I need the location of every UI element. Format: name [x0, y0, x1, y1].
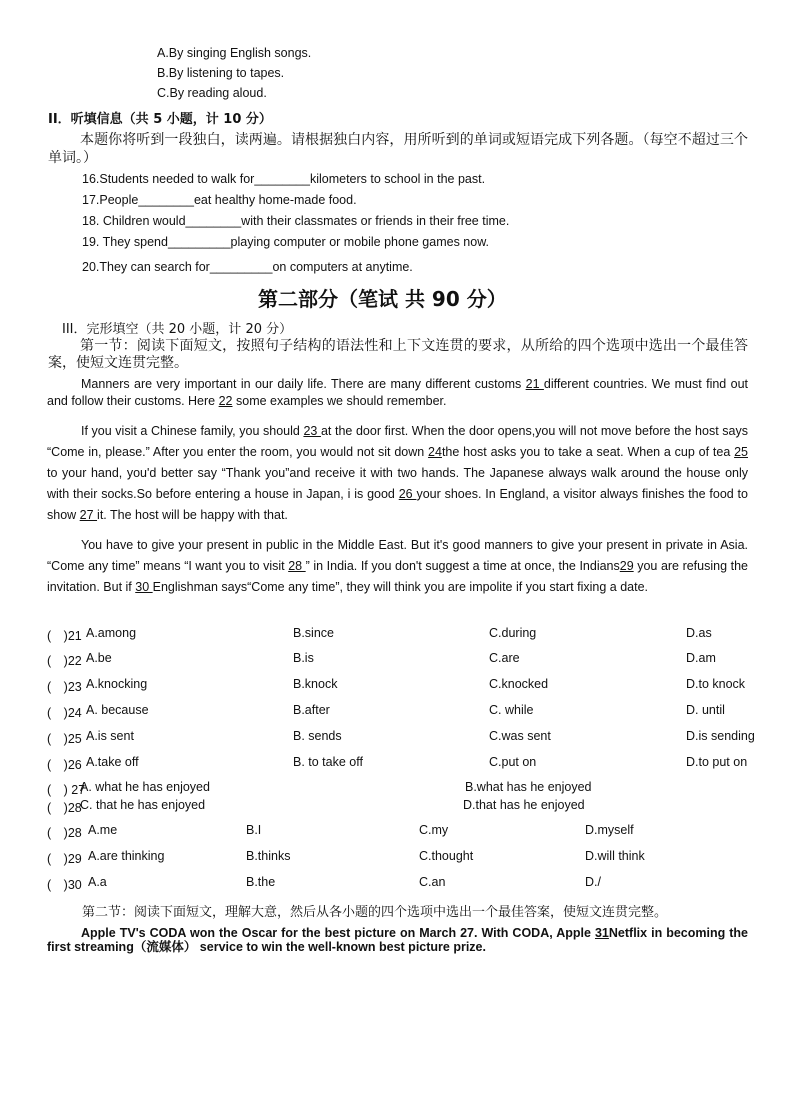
cloze-blank: 29	[619, 559, 634, 573]
cloze-blank: 23	[303, 424, 321, 438]
question-number: ( )21	[47, 629, 82, 643]
fill-in-suffix: on computers at anytime.	[272, 260, 413, 274]
cloze-blank: 26	[398, 487, 417, 501]
passage-text: it. The host will be happy with that.	[97, 508, 288, 522]
section-2-instruction: 本题你将听到一段独白，读两遍。请根据独白内容，用所听到的单词或短语完成下列各题。（每空不超过三个单词。）	[48, 132, 748, 166]
choice-option-d[interactable]: D.will think	[585, 849, 645, 863]
choice-option-c[interactable]: C. while	[489, 703, 534, 717]
part-2-title: 第二部分（笔试 共 90 分）	[258, 287, 507, 311]
passage-paragraph-4	[47, 926, 748, 954]
choice-option-b[interactable]: B.is	[293, 651, 314, 665]
choice-option-a[interactable]: A.is sent	[86, 729, 134, 743]
fill-in-item	[82, 172, 485, 186]
choice-option-d[interactable]: D.to knock	[686, 677, 746, 691]
question-number: ( )25	[47, 732, 82, 746]
q27-option-a: A. what he has enjoyed	[80, 780, 210, 794]
listening-option-b: B.By listening to tapes.	[157, 66, 285, 80]
listening-option-a: A.By singing English songs.	[157, 46, 312, 60]
fill-in-suffix: with their classmates or friends in their free time.	[241, 214, 510, 228]
section-2-title: II．听填信息（共 5 小题，计 10 分）	[48, 112, 272, 127]
fill-in-blank[interactable]: ________	[254, 172, 310, 186]
question-number: ( )30	[47, 878, 82, 892]
choice-option-a[interactable]: A.a	[88, 875, 107, 889]
fill-in-blank[interactable]: _________	[209, 260, 273, 274]
section-b-instruction: 第二节：阅读下面短文，理解大意，然后从各小题的四个选项中选出一个最佳答案，使短文连贯完整。	[82, 905, 668, 920]
passage-text: at the door first. When the door opens,you will not move before the host says “Come in, please.” After you enter the room, you would not sit down	[47, 424, 748, 459]
fill-in-prompt: 19. They spend	[82, 235, 168, 249]
passage-text: to your hand, you'd better say “Thank you”and receive it with two hands. The Japanese always walk around the house only with their socks.So before entering a house in Japan, i is good	[47, 466, 748, 501]
q27-option-b: B.what has he enjoyed	[465, 780, 592, 794]
fill-in-prompt: 18. Children would	[82, 214, 186, 228]
fill-in-item	[82, 235, 489, 249]
passage-text: Manners are very important in our daily life. There are many different customs	[81, 377, 526, 391]
choice-option-b[interactable]: B.the	[246, 875, 276, 889]
cloze-blank: 22	[218, 394, 233, 408]
choice-option-b[interactable]: B.since	[293, 626, 334, 640]
choice-option-d[interactable]: D.as	[686, 626, 712, 640]
cloze-blank: 24	[428, 445, 442, 459]
section-3-title: III．完形填空（共 20 小题，计 20 分）	[62, 322, 293, 337]
choice-option-d[interactable]: D.am	[686, 651, 716, 665]
choice-option-b[interactable]: B. to take off	[293, 755, 363, 769]
passage-text: your shoes. In England, a visitor always finishes the food to show	[47, 487, 748, 522]
passage-paragraph-3	[47, 535, 748, 598]
fill-in-blank[interactable]: _________	[167, 235, 231, 249]
choice-option-d[interactable]: D./	[585, 875, 601, 889]
choice-option-c[interactable]: C.put on	[489, 755, 537, 769]
choice-option-c[interactable]: C.my	[419, 823, 449, 837]
passage-text: some examples we should remember.	[232, 394, 447, 408]
choice-option-c[interactable]: C.was sent	[489, 729, 551, 743]
cloze-blank: 25	[734, 445, 748, 459]
question-number: ( )24	[47, 706, 82, 720]
choice-option-b[interactable]: B.I	[246, 823, 262, 837]
listening-option-c: C.By reading aloud.	[157, 86, 267, 100]
passage-text: ” in India. If you don't suggest a time at once, the Indians	[305, 559, 620, 573]
passage-text: you are refusing the invitation. But if	[47, 559, 748, 594]
section-3-instruction: 第一节：阅读下面短文，按照句子结构的语法性和上下文连贯的要求，从所给的四个选项中选出一个最佳答案，使短文连贯完整。	[48, 338, 748, 371]
passage-text: different countries. We must find out and follow their customs. Here	[47, 377, 748, 408]
passage-paragraph-2	[47, 421, 748, 526]
choice-option-a[interactable]: A.knocking	[86, 677, 148, 691]
fill-in-blank[interactable]: ________	[185, 214, 242, 228]
fill-in-suffix: kilometers to school in the past.	[309, 172, 486, 186]
fill-in-prompt: 20.They can search for	[82, 260, 210, 274]
passage-paragraph-1	[47, 376, 748, 410]
question-number: ( )23	[47, 680, 82, 694]
passage-text: the host asks you to take a seat. When a cup of tea	[441, 445, 735, 459]
passage-text: You have to give your present in public in the Middle East. But it's good manners to give your present in private in Asia. “Come any time” means “I want you to visit	[47, 538, 748, 573]
question-number: ( )26	[47, 758, 82, 772]
question-number: ( )28	[47, 826, 82, 840]
passage-text: Netflix in becoming the first streaming（流媒体） service to win the well-known best picture prize.	[47, 926, 748, 954]
choice-option-c[interactable]: C.are	[489, 651, 520, 665]
fill-in-item	[82, 193, 357, 207]
fill-in-suffix: playing computer or mobile phone games now.	[230, 235, 490, 249]
choice-option-c[interactable]: C.an	[419, 875, 446, 889]
choice-option-d[interactable]: D. until	[686, 703, 725, 717]
q28-option-d: D.that has he enjoyed	[463, 798, 585, 812]
fill-in-prompt: 16.Students needed to walk for	[82, 172, 255, 186]
choice-option-c[interactable]: C.knocked	[489, 677, 549, 691]
fill-in-prompt: 17.People	[82, 193, 139, 207]
fill-in-blank[interactable]: ________	[138, 193, 194, 207]
passage-text: Englishman says“Come any time”, they will think you are impolite if you start fixing a date.	[152, 580, 648, 594]
choice-option-d[interactable]: D.to put on	[686, 755, 748, 769]
choice-option-b[interactable]: B.thinks	[246, 849, 291, 863]
choice-option-c[interactable]: C.during	[489, 626, 537, 640]
cloze-blank: 28	[288, 559, 306, 573]
passage-text: Apple TV's CODA won the Oscar for the best picture on March 27. With CODA, Apple	[81, 926, 595, 940]
choice-option-a[interactable]: A.me	[88, 823, 118, 837]
passage-text: If you visit a Chinese family, you should	[81, 424, 304, 438]
choice-option-b[interactable]: B. sends	[293, 729, 342, 743]
choice-option-a[interactable]: A.take off	[86, 755, 139, 769]
fill-in-item	[82, 214, 509, 228]
cloze-blank: 30	[135, 580, 153, 594]
choice-option-a[interactable]: A.among	[86, 626, 137, 640]
q28-option-c: C. that he has enjoyed	[80, 798, 206, 812]
q27-number: ( ) 27	[47, 783, 86, 797]
choice-option-d[interactable]: D.myself	[585, 823, 634, 837]
q28-number: ( )28	[47, 801, 82, 815]
choice-option-b[interactable]: B.knock	[293, 677, 338, 691]
cloze-blank: 27	[79, 508, 98, 522]
fill-in-item	[82, 260, 413, 274]
choice-option-b[interactable]: B.after	[293, 703, 330, 717]
choice-option-d[interactable]: D.is sending	[686, 729, 755, 743]
choice-option-c[interactable]: C.thought	[419, 849, 474, 863]
cloze-blank: 31	[594, 926, 609, 940]
cloze-blank: 21	[525, 377, 544, 391]
fill-in-suffix: eat healthy home-made food.	[193, 193, 357, 207]
choice-option-a[interactable]: A. because	[86, 703, 149, 717]
choice-option-a[interactable]: A.be	[86, 651, 112, 665]
question-number: ( )22	[47, 654, 82, 668]
question-number: ( )29	[47, 852, 82, 866]
choice-option-a[interactable]: A.are thinking	[88, 849, 165, 863]
